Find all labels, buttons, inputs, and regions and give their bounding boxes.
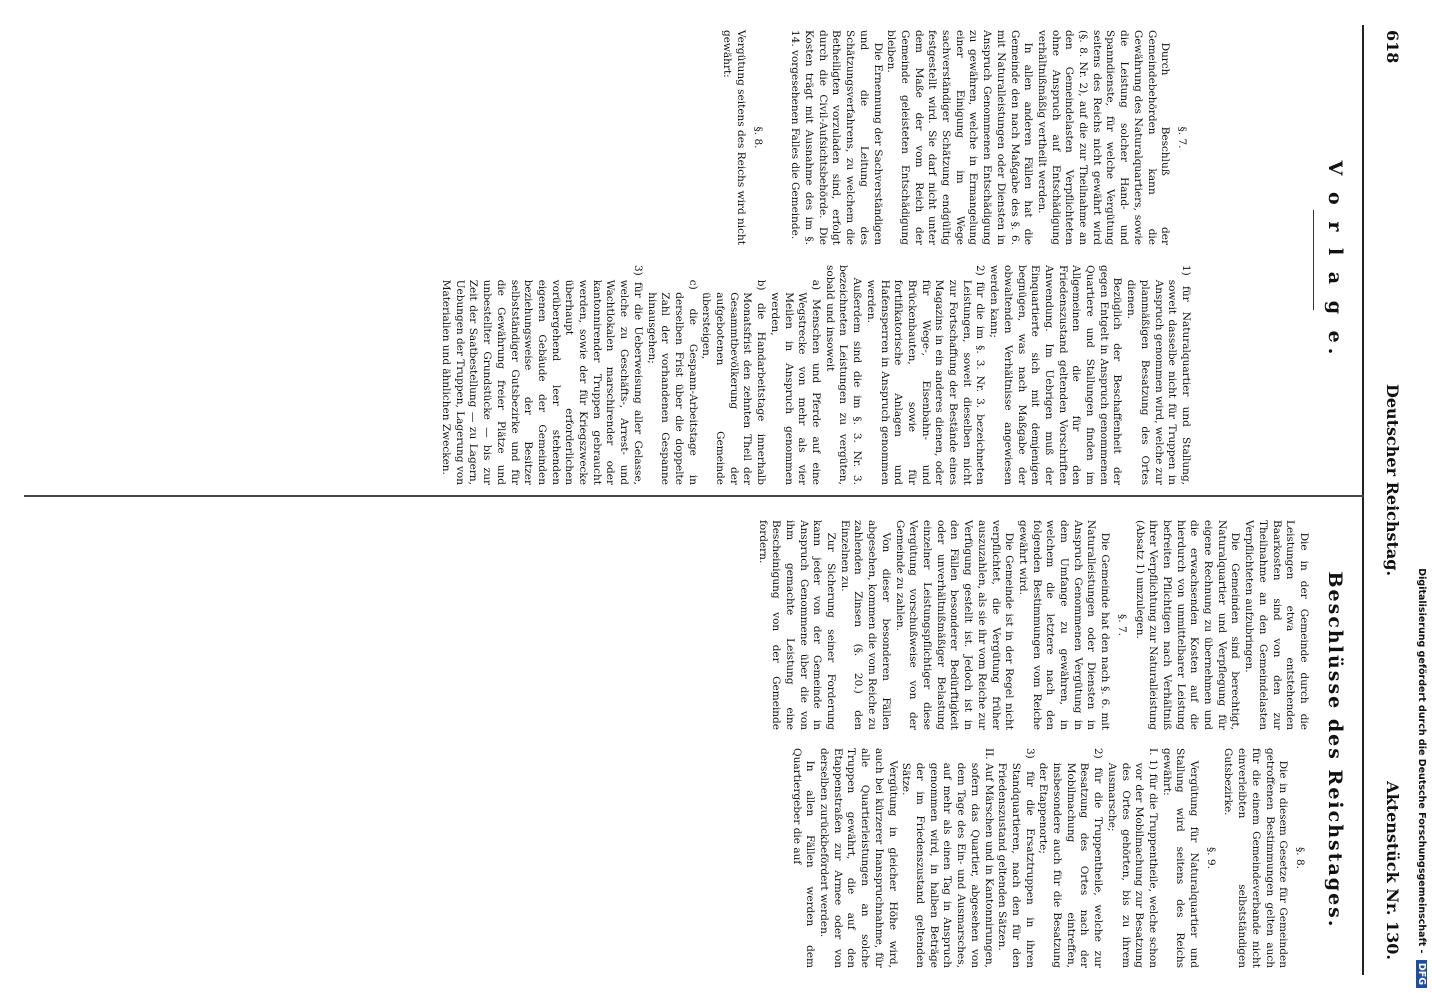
paragraph: Die Ernennung der Sachverständigen und die Leitung des Schätzungsverfahrens, zu welchem die Betheiligten vorzuladen sind, erfolgt durch die Civil-Aufsichtsbehörde. Die Kosten trägt mit Ausnahme des im §. 14. vorgesehenen Falles die Gemeinde. bbox=[789, 30, 884, 245]
paragraph: Die Gemeinden sind berechtigt, Naturalquartier und Verpflegung für eigene Rechnung zu übernehmen und die erwachsenden Kosten auf die hierdurch von unmittelbarer Leistung befreiten Pflichtigen nach Verhältniß ihrer Verpflichtung zur Naturalleistung (Absatz 1) umzulegen. bbox=[1133, 520, 1242, 730]
paragraph: Vergütung für Naturalquartier und Stallung wird seitens des Reichs gewährt: bbox=[1160, 748, 1201, 968]
list-item: a) Menschen und Pferde auf eine Wegstrecke von mehr als vier Meilen in Anspruch genommen werden, bbox=[768, 279, 823, 485]
list-item: b) die Handarbeitstage innerhalb Monatsfrist den zehnten Theil der Gesammtbevölkerung der aufgebotenen Gemeinde übersteigen, bbox=[700, 279, 768, 485]
list-item: c) die Gespann-Arbeitstage in derselben Frist über die doppelte Zahl der vorhandenen Gespanne hinausgehen; bbox=[645, 279, 699, 485]
paragraph: Die in der Gemeinde durch die Leistungen etwa entstehenden Baarkosten sind von den zur Theilnahme an den Gemeindelasten Verpflichteten aufzubringen. bbox=[1243, 520, 1310, 730]
title-rule bbox=[1313, 210, 1314, 310]
beschluesse-column-1 bbox=[755, 520, 1310, 730]
vorlage-column-2 bbox=[438, 265, 1192, 485]
paragraph: Die Gemeinde ist in der Regel nicht verpflichtet, die Vergütung früher auszuzahlen, als sie ihr vom Reiche zur Verfügung gestellt ist. Jedoch ist in den Fällen besonderer Bedürftigkeit oder unverhältnißmäßiger Belastung einzelner Leistungspflichtiger diese Vergütung vorschußweise von der Gemeinde zu zahlen. bbox=[893, 520, 1016, 730]
paragraph: Von dieser besonderen Fällen abgesehen, kommen die vom Reiche zu zahlenden Zinsen (§. 20.) den Einzelnen zu. bbox=[838, 520, 892, 730]
list-item: 1) für Naturalquartier und Stallung, soweit dasselbe nicht für Truppen in Anspruch genommen wird, welche zur planmäßigen Besatzung des Ortes dienen. bbox=[1125, 265, 1192, 485]
paragraph: Die Gemeinde hat den nach §. 6. mit Naturalleistungen oder Diensten in Anspruch Genommenen Vergütung in dem Umfange zu gewähren, in welchem die letztere nach den folgenden Bestimmungen vom Reiche gewährt wird. bbox=[1016, 520, 1112, 730]
list-item: 3) für die Ueberweisung aller Gelasse, welche zu Geschäfts-, Arrest- und Wachtlokalen marschirender oder kantonnirender Truppen gebraucht werden, sowie der für Kriegszwecke überhaupt erforderlichen vorübergehend leer stehenden eigenen Gebäude der Gemeinden beziehungsweise der Besitzer selbstständiger Gutsbezirke und für die Gewährung freier Plätze und unbestellter Grundstücke — bis zur Zeit der Saatbestellung — zu Lagern, Uebungen der Truppen, Lagerung von Materialien und ähnlichen Zwecken. bbox=[440, 265, 644, 485]
section-heading: §. 8. bbox=[751, 126, 764, 149]
page-number: 618 bbox=[1383, 30, 1402, 64]
list-item: I. 1) für die Truppentheile, welche schon vor der Mobilmachung zur Besatzung des Ortes gehörten, bis zu ihrem Ausmarsche; bbox=[1105, 748, 1159, 968]
header-rule bbox=[1362, 25, 1364, 975]
list-item: 2) für die im §. 3. Nr. 3. bezeichneten Leistungen, soweit dieselben nicht zur Fortschaffung der Bestände eines Magazins in ein anderes dienen, oder für Wege-, Eisenbahn- und Brückenbauten, sowie für fortifikatorische Anlagen und Hafensperren in Anspruch genommen werden. bbox=[864, 265, 987, 485]
paragraph: Vergütung seitens des Reichs wird nicht gewährt: bbox=[721, 30, 747, 245]
dfg-logo: DFG bbox=[1416, 960, 1427, 988]
column-divider bbox=[24, 495, 1364, 497]
paragraph: In allen Fällen werden dem Quartiergeber die auf bbox=[790, 748, 817, 968]
beschluesse-column-2 bbox=[789, 748, 1310, 968]
section-heading: §. 8. bbox=[1294, 847, 1306, 869]
list-item: 2) für die Truppentheile, welche zur Besatzung des Ortes nach der Mobilmachung eintreffen, insbesondere auch für die Besatzung der Etappenorte; bbox=[1037, 748, 1105, 968]
digitization-text-wrap bbox=[1416, 8, 1427, 988]
paragraph: Vergütung in gleicher Höhe wird, auch bei kürzerer Inanspruchnahme, für alle Quartierleistungen an solche Truppen gewährt, die auf den Etappenstraßen zur Armee oder von derselben zurückbefördert werden. bbox=[818, 748, 899, 968]
vorlage-title: V o r l a g e. bbox=[1324, 160, 1346, 360]
paragraph: In allen anderen Fällen hat die Gemeinde den nach Maßgabe des §. 6. mit Naturalleistungen oder Diensten in Anspruch Genommenen Entschädigung zu gewähren, welche in Ermangelung einer Einigung im Wege sachverständiger Schätzung endgültig festgestellt wird. Sie darf nicht unter dem Maße der vom Reich der Gemeinde geleisteten Entschädigung bleiben. bbox=[885, 30, 1035, 245]
paragraph: Die in diesem Gesetze für Gemeinden getroffenen Bestimmungen gelten auch für die einem Gemeindeverbande nicht einverleibten selbstständigen Gutsbezirke. bbox=[1222, 748, 1290, 968]
digitization-text: Digitalisierung gefördert durch die Deutsche Forschungsgemeinschaft - bbox=[1416, 568, 1427, 954]
section-heading: §. 7. bbox=[1176, 126, 1188, 149]
list-item: II. Auf Märschen und in Kantonnirungen, sofern das Quartier, abgesehen von dem Tage des Ein- und Ausmarsches, auf mehr als einen Tag in Anspruch genommen wird, in halben Beträge der im Friedenszustand geltenden Sätze. bbox=[900, 748, 995, 968]
list-item: 3) für die Ersatztruppen in ihren Standquartieren, nach den für den Friedenszustand geltenden Sätzen. bbox=[996, 748, 1036, 968]
section-heading: §. 7. bbox=[1115, 614, 1128, 636]
running-header: Deutscher Reichstag. bbox=[1383, 383, 1402, 577]
document-number: Aktenstück Nr. 130. bbox=[1383, 781, 1402, 960]
digitization-notice bbox=[1405, 8, 1427, 992]
paragraph: Durch Beschluß der Gemeindebehörden kann die Gewährung des Naturalquartiers, sowie die Leistung solcher Hand- und Spanndienste, für welche Vergütung seitens des Reichs nicht gewährt wird (§. 8. Nr. 2), auf die zur Theilnahme an den Gemeindelasten Verpflichteten ohne Anspruch auf Entschädigung verhältnißmäßig vertheilt werden. bbox=[1035, 30, 1172, 245]
vorlage-column-1 bbox=[720, 30, 1193, 245]
paragraph: Zur Sicherung seiner Forderung kann jeder von der Gemeinde in Anspruch Genommene über die von ihm gemachte Leistung eine Bescheinigung von der Gemeinde fordern. bbox=[756, 520, 838, 730]
beschluesse-title: Beschlüsse des Reichstages. bbox=[1324, 571, 1346, 929]
section-heading: §. 9. bbox=[1204, 847, 1217, 869]
paragraph: Bezüglich der Beschaffenheit der gegen Entgelt in Anspruch genommenen Quartiere und Stallungen finden im Allgemeinen die für den Friedenszustand geltenden Vorschriften Anwendung. Im Uebrigen muß der Einquartierte sich mit demjenigen begnügen, was nach Maßgabe der obwaltenden Verhältnisse angewiesen werden kann; bbox=[988, 265, 1124, 485]
paragraph: Außerdem sind die im §. 3. Nr. 3. bezeichneten Leistungen zu vergüten, sobald und insoweit bbox=[823, 265, 864, 485]
